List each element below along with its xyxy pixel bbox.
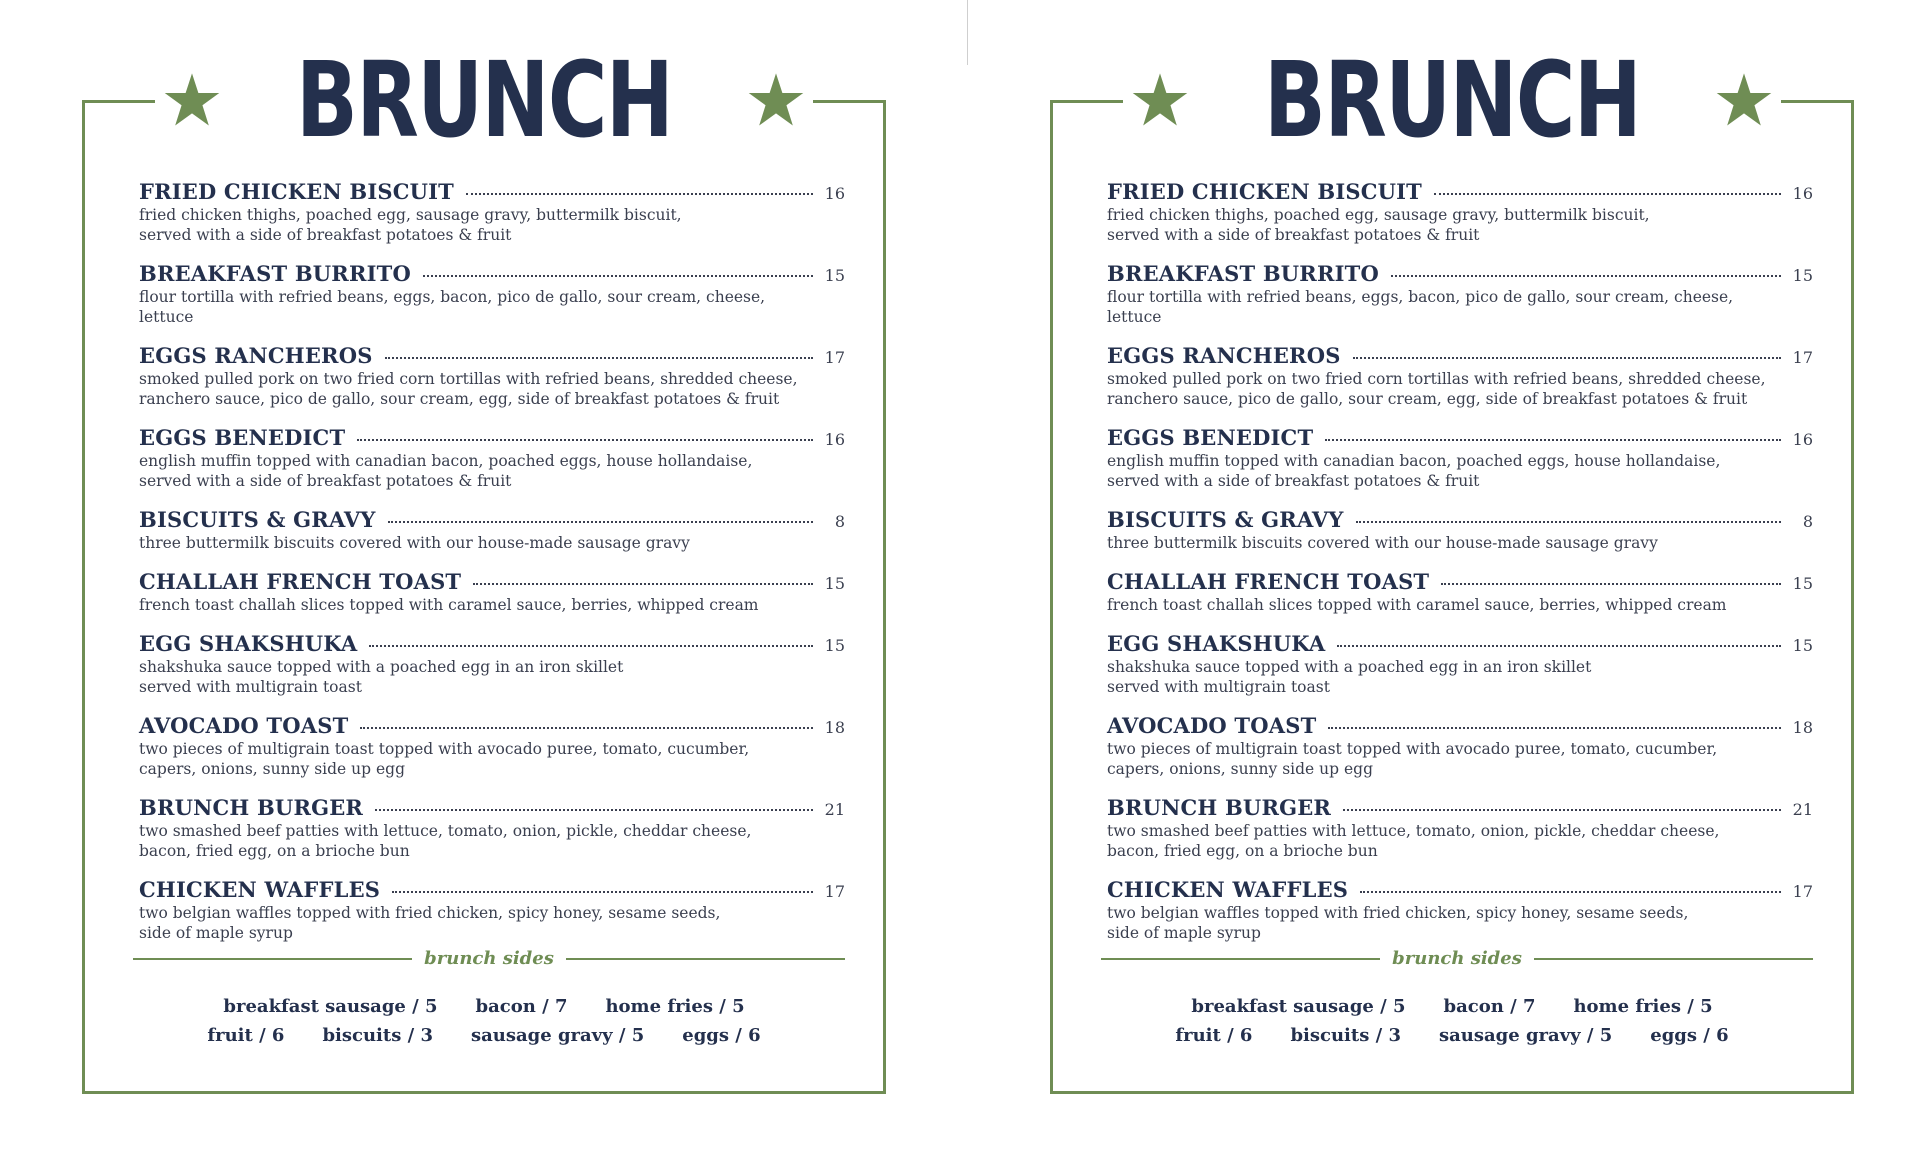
dot-leader — [423, 275, 813, 277]
page-fold-line — [967, 0, 968, 65]
menu-item-name: CHICKEN WAFFLES — [1107, 877, 1349, 902]
menu-item — [139, 343, 845, 409]
menu-item-price: 21 — [1792, 800, 1813, 819]
dot-leader — [466, 193, 813, 195]
menu-item — [139, 795, 845, 861]
dot-leader — [1360, 891, 1781, 893]
dot-leader — [360, 727, 813, 729]
menu-item — [1107, 713, 1813, 779]
menu-item-price: 17 — [1792, 882, 1813, 901]
menu-item-name: EGG SHAKSHUKA — [139, 631, 358, 656]
menu-item-name: EGGS RANCHEROS — [1107, 343, 1341, 368]
menu-item-description: english muffin topped with canadian bacon, poached eggs, house hollandaise, — [139, 452, 753, 470]
side-item: sausage gravy / 5 — [470, 1025, 645, 1046]
dot-leader — [392, 891, 813, 893]
menu-item-price: 15 — [1792, 636, 1813, 655]
menu-item-description: served with a side of breakfast potatoes & fruit — [1107, 472, 1480, 490]
menu-item-description: side of maple syrup — [1107, 924, 1261, 942]
menu-item-description: side of maple syrup — [139, 924, 293, 942]
menu-item — [1107, 569, 1813, 615]
menu-item-price: 15 — [824, 574, 845, 593]
menu-item — [1107, 343, 1813, 409]
dot-leader — [388, 521, 813, 523]
side-item: fruit / 6 — [1175, 1025, 1253, 1046]
menu-item-description: fried chicken thighs, poached egg, sausage gravy, buttermilk biscuit, — [139, 206, 682, 224]
menu-item — [1107, 631, 1813, 697]
menu-item-description: french toast challah slices topped with caramel sauce, berries, whipped cream — [1107, 596, 1727, 614]
menu-item-description: two pieces of multigrain toast topped with avocado puree, tomato, cucumber, — [139, 740, 750, 758]
menu-item-price: 8 — [1802, 512, 1813, 531]
side-item: fruit / 6 — [207, 1025, 285, 1046]
menu-item-name: EGG SHAKSHUKA — [1107, 631, 1326, 656]
menu-item-price: 17 — [1792, 348, 1813, 367]
sides-list — [1053, 992, 1851, 1050]
menu-item-description: ranchero sauce, pico de gallo, sour cream, egg, side of breakfast potatoes & fruit — [1107, 390, 1748, 408]
side-item: bacon / 7 — [1443, 996, 1536, 1017]
menu-item-name: AVOCADO TOAST — [1107, 713, 1317, 738]
menu-item-description: french toast challah slices topped with caramel sauce, berries, whipped cream — [139, 596, 759, 614]
side-item: sausage gravy / 5 — [1438, 1025, 1613, 1046]
menu-item-name: BREAKFAST BURRITO — [139, 261, 411, 286]
menu-item-price: 8 — [834, 512, 845, 531]
sides-label: brunch sides — [424, 948, 554, 969]
side-item: breakfast sausage / 5 — [1191, 996, 1406, 1017]
menu-item-description: flour tortilla with refried beans, eggs, bacon, pico de gallo, sour cream, cheese, lettuce — [139, 288, 766, 326]
menu-item-list — [139, 179, 845, 959]
menu-title: BRUNCH — [1263, 39, 1641, 161]
menu-item-description: two belgian waffles topped with fried chicken, spicy honey, sesame seeds, — [1107, 904, 1689, 922]
menu-item-description: served with multigrain toast — [139, 678, 362, 696]
menu-item-name: CHALLAH FRENCH TOAST — [139, 569, 462, 594]
menu-item — [1107, 795, 1813, 861]
menu-item-price: 16 — [1792, 430, 1813, 449]
dot-leader — [375, 809, 813, 811]
sides-header — [1101, 948, 1813, 969]
menu-item-description: smoked pulled pork on two fried corn tortillas with refried beans, shredded cheese, — [1107, 370, 1766, 388]
menu-item — [139, 425, 845, 491]
menu-item-name: CHALLAH FRENCH TOAST — [1107, 569, 1430, 594]
menu-item-price: 18 — [1792, 718, 1813, 737]
menu-item — [139, 507, 845, 553]
menu-item-price: 16 — [824, 430, 845, 449]
menu-item — [139, 631, 845, 697]
dot-leader — [1391, 275, 1781, 277]
menu-item-description: flour tortilla with refried beans, eggs, bacon, pico de gallo, sour cream, cheese, lettuce — [1107, 288, 1734, 326]
menu-item — [1107, 507, 1813, 553]
menu-item-price: 21 — [824, 800, 845, 819]
menu-item-description: served with a side of breakfast potatoes & fruit — [139, 472, 512, 490]
dot-leader — [1441, 583, 1781, 585]
menu-item-description: two smashed beef patties with lettuce, tomato, onion, pickle, cheddar cheese, — [1107, 822, 1720, 840]
menu-item-name: BISCUITS & GRAVY — [139, 507, 376, 532]
side-item: eggs / 6 — [1650, 1025, 1729, 1046]
menu-item-name: EGGS RANCHEROS — [139, 343, 373, 368]
divider — [133, 958, 412, 960]
menu-item-description: two belgian waffles topped with fried chicken, spicy honey, sesame seeds, — [139, 904, 721, 922]
menu-item-name: FRIED CHICKEN BISCUIT — [139, 179, 454, 204]
menu-item-name: EGGS BENEDICT — [1107, 425, 1314, 450]
dot-leader — [473, 583, 813, 585]
menu-item — [1107, 425, 1813, 491]
menu-item-price: 18 — [824, 718, 845, 737]
menu-item-description: two pieces of multigrain toast topped with avocado puree, tomato, cucumber, — [1107, 740, 1718, 758]
menu-item — [1107, 261, 1813, 327]
menu-item-description: smoked pulled pork on two fried corn tortillas with refried beans, shredded cheese, — [139, 370, 798, 388]
dot-leader — [1343, 809, 1781, 811]
star-icon — [163, 71, 221, 129]
menu-item-name: EGGS BENEDICT — [139, 425, 346, 450]
menu-item-description: two smashed beef patties with lettuce, tomato, onion, pickle, cheddar cheese, — [139, 822, 752, 840]
dot-leader — [1328, 727, 1781, 729]
dot-leader — [1434, 193, 1781, 195]
dot-leader — [1353, 357, 1781, 359]
menu-item — [139, 569, 845, 615]
menu-item-name: BISCUITS & GRAVY — [1107, 507, 1344, 532]
menu-item-description: shakshuka sauce topped with a poached egg in an iron skillet — [1107, 658, 1592, 676]
menu-item-price: 16 — [1792, 184, 1813, 203]
menu-item-description: english muffin topped with canadian bacon, poached eggs, house hollandaise, — [1107, 452, 1721, 470]
side-item: eggs / 6 — [682, 1025, 761, 1046]
menu-item-description: served with a side of breakfast potatoes & fruit — [139, 226, 512, 244]
menu-item-name: AVOCADO TOAST — [139, 713, 349, 738]
side-item: breakfast sausage / 5 — [223, 996, 438, 1017]
menu-item — [139, 261, 845, 327]
menu-item-name: FRIED CHICKEN BISCUIT — [1107, 179, 1422, 204]
dot-leader — [357, 439, 813, 441]
menu-item-description: three buttermilk biscuits covered with our house-made sausage gravy — [139, 534, 690, 552]
star-icon — [1131, 71, 1189, 129]
side-item: biscuits / 3 — [1290, 1025, 1401, 1046]
menu-item-name: CHICKEN WAFFLES — [139, 877, 381, 902]
menu-panel-left — [82, 39, 886, 1094]
menu-item — [139, 877, 845, 943]
dot-leader — [1356, 521, 1781, 523]
menu-item-price: 15 — [824, 266, 845, 285]
menu-item-price: 15 — [824, 636, 845, 655]
sides-label: brunch sides — [1392, 948, 1522, 969]
menu-item-name: BREAKFAST BURRITO — [1107, 261, 1379, 286]
menu-item — [139, 713, 845, 779]
menu-item-description: three buttermilk biscuits covered with our house-made sausage gravy — [1107, 534, 1658, 552]
menu-item-price: 17 — [824, 882, 845, 901]
menu-panel-right — [1050, 39, 1854, 1094]
menu-item-description: fried chicken thighs, poached egg, sausage gravy, buttermilk biscuit, — [1107, 206, 1650, 224]
menu-item-price: 16 — [824, 184, 845, 203]
menu-item-description: ranchero sauce, pico de gallo, sour cream, egg, side of breakfast potatoes & fruit — [139, 390, 780, 408]
menu-header — [1053, 39, 1851, 161]
menu-item-description: capers, onions, sunny side up egg — [139, 760, 405, 778]
menu-title: BRUNCH — [295, 39, 673, 161]
dot-leader — [1337, 645, 1781, 647]
menu-item-name: BRUNCH BURGER — [1107, 795, 1332, 820]
menu-item-description: bacon, fried egg, on a brioche bun — [1107, 842, 1378, 860]
side-item: home fries / 5 — [1573, 996, 1713, 1017]
side-item: bacon / 7 — [475, 996, 568, 1017]
divider — [566, 958, 845, 960]
menu-item — [1107, 179, 1813, 245]
menu-item-description: served with multigrain toast — [1107, 678, 1330, 696]
menu-item-price: 17 — [824, 348, 845, 367]
menu-item-description: served with a side of breakfast potatoes & fruit — [1107, 226, 1480, 244]
menu-item-price: 15 — [1792, 266, 1813, 285]
sides-header — [133, 948, 845, 969]
star-icon — [747, 71, 805, 129]
menu-item-description: bacon, fried egg, on a brioche bun — [139, 842, 410, 860]
side-item: biscuits / 3 — [322, 1025, 433, 1046]
menu-item-description: capers, onions, sunny side up egg — [1107, 760, 1373, 778]
menu-item-price: 15 — [1792, 574, 1813, 593]
star-icon — [1715, 71, 1773, 129]
dot-leader — [369, 645, 813, 647]
divider — [1101, 958, 1380, 960]
divider — [1534, 958, 1813, 960]
menu-header — [85, 39, 883, 161]
menu-item — [139, 179, 845, 245]
menu-item-name: BRUNCH BURGER — [139, 795, 364, 820]
dot-leader — [385, 357, 813, 359]
menu-item-description: shakshuka sauce topped with a poached egg in an iron skillet — [139, 658, 624, 676]
dot-leader — [1325, 439, 1781, 441]
menu-item — [1107, 877, 1813, 943]
sides-list — [85, 992, 883, 1050]
side-item: home fries / 5 — [605, 996, 745, 1017]
menu-item-list — [1107, 179, 1813, 959]
